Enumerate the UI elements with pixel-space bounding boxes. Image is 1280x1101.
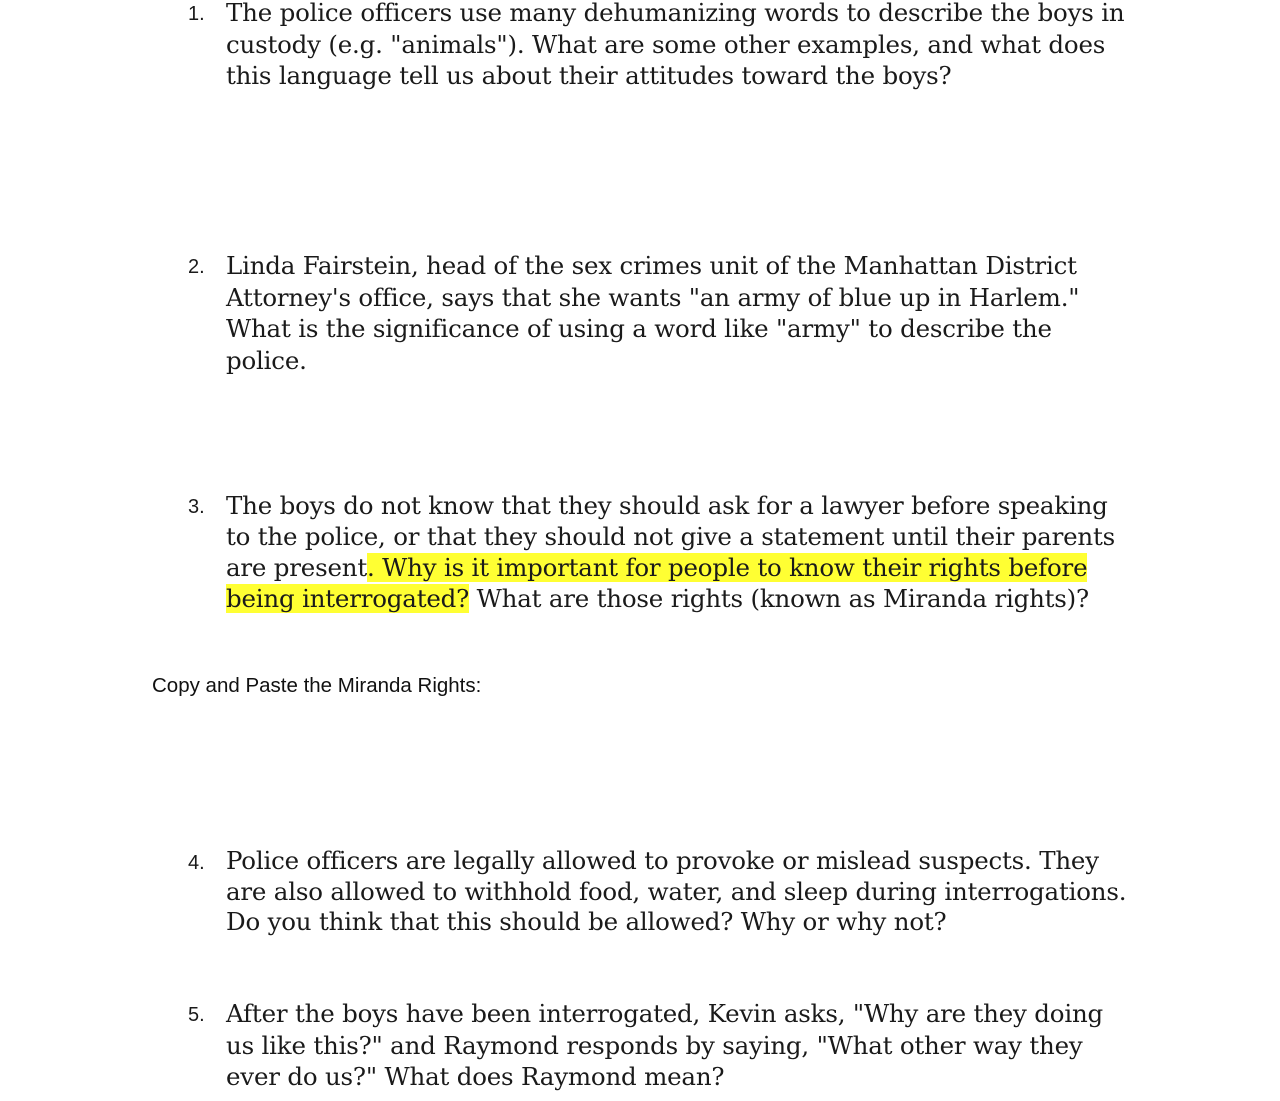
highlighted-text: . Why is it important for people to know their rights before being interrogated?	[226, 553, 1088, 613]
question-number: 1.	[188, 3, 205, 25]
question-text: After the boys have been interrogated, Kevin asks, "Why are they doing us like this?" and Raymond responds by saying, "What other way they ever do us?" What does Raymond mean?	[226, 999, 1104, 1091]
question-text-after: What are those rights (known as Miranda rights)?	[469, 584, 1089, 613]
question-text: Linda Fairstein, head of the sex crimes unit of the Manhattan District Attorney's office, says that she wants "an army of blue up in Harlem." What is the significance of using a word like "army" to describe the police.	[226, 251, 1080, 375]
question-number: 4.	[188, 852, 205, 874]
miranda-prompt: Copy and Paste the Miranda Rights:	[152, 674, 482, 697]
question-number: 5.	[188, 1004, 205, 1026]
question-text: Police officers are legally allowed to provoke or mislead suspects. They are also allowed to withhold food, water, and sleep during interrogations. Do you think that this should be allowed? Why or why not?	[226, 846, 1127, 937]
question-text-before: The boys do not know that they should ask for a lawyer before speaking to the police, or that they should not give a statement until their parents are present	[226, 491, 1115, 582]
question-text	[226, 490, 1131, 614]
question-text: The police officers use many dehumanizing words to describe the boys in custody (e.g. "animals"). What are some other examples, and what does this language tell us about their attitudes toward the boys?	[226, 0, 1125, 90]
question-number: 2.	[188, 256, 205, 278]
question-number: 3.	[188, 496, 205, 518]
